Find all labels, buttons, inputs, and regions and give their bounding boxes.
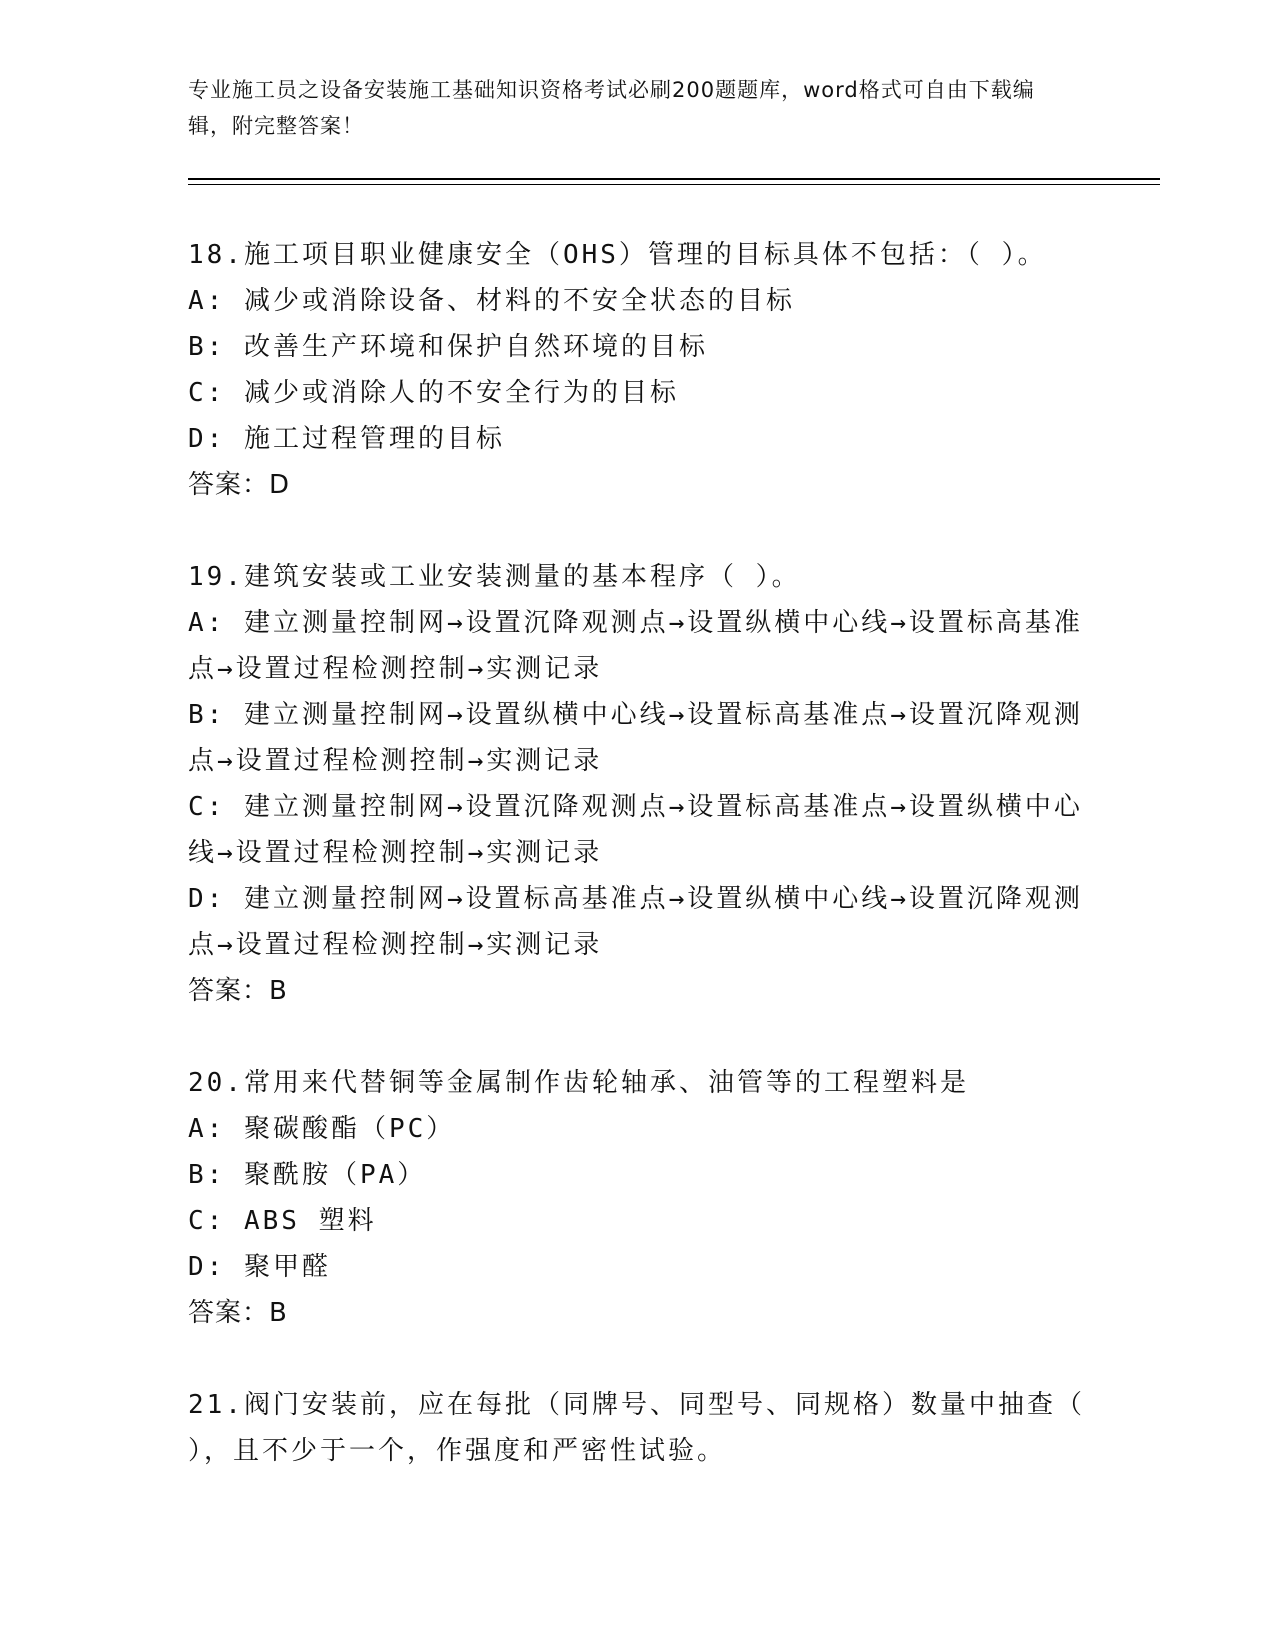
option-c: C: 减少或消除人的不安全行为的目标 bbox=[188, 378, 679, 408]
option-c: C: ABS 塑料 bbox=[188, 1206, 377, 1236]
question-20 bbox=[188, 1060, 1088, 1336]
question-stem: 21.阀门安装前，应在每批（同牌号、同型号、同规格）数量中抽查（ ），且不少于一个，作强度和严密性试验。 bbox=[188, 1390, 1085, 1466]
answer: 答案：B bbox=[188, 976, 288, 1006]
header-divider-thick bbox=[188, 178, 1160, 180]
option-d: D: 施工过程管理的目标 bbox=[188, 424, 505, 454]
option-a: A: 减少或消除设备、材料的不安全状态的目标 bbox=[188, 286, 795, 316]
question-list bbox=[188, 232, 1088, 1520]
header-divider-thin bbox=[188, 184, 1160, 185]
option-d: D: 建立测量控制网→设置标高基准点→设置纵横中心线→设置沉降观测点→设置过程检测控制→实测记录 bbox=[188, 884, 1083, 960]
option-b: B: 建立测量控制网→设置纵横中心线→设置标高基准点→设置沉降观测点→设置过程检测控制→实测记录 bbox=[188, 700, 1083, 776]
question-stem: 19.建筑安装或工业安装测量的基本程序（ ）。 bbox=[188, 562, 801, 592]
option-a: A: 聚碳酸酯（PC） bbox=[188, 1114, 456, 1144]
option-d: D: 聚甲醛 bbox=[188, 1252, 331, 1282]
question-21 bbox=[188, 1382, 1088, 1474]
answer: 答案：B bbox=[188, 1298, 288, 1328]
question-19 bbox=[188, 554, 1088, 1014]
option-a: A: 建立测量控制网→设置沉降观测点→设置纵横中心线→设置标高基准点→设置过程检测控制→实测记录 bbox=[188, 608, 1083, 684]
answer: 答案：D bbox=[188, 470, 291, 500]
question-stem: 18.施工项目职业健康安全（OHS）管理的目标具体不包括：（ ）。 bbox=[188, 240, 1047, 270]
question-18 bbox=[188, 232, 1088, 508]
question-stem: 20.常用来代替铜等金属制作齿轮轴承、油管等的工程塑料是 bbox=[188, 1068, 969, 1098]
option-b: B: 改善生产环境和保护自然环境的目标 bbox=[188, 332, 708, 362]
option-b: B: 聚酰胺（PA） bbox=[188, 1160, 427, 1190]
option-c: C: 建立测量控制网→设置沉降观测点→设置标高基准点→设置纵横中心线→设置过程检测控制→实测记录 bbox=[188, 792, 1083, 868]
document-header: 专业施工员之设备安装施工基础知识资格考试必刷200题题库，word格式可自由下载编辑，附完整答案！ bbox=[188, 78, 1035, 138]
